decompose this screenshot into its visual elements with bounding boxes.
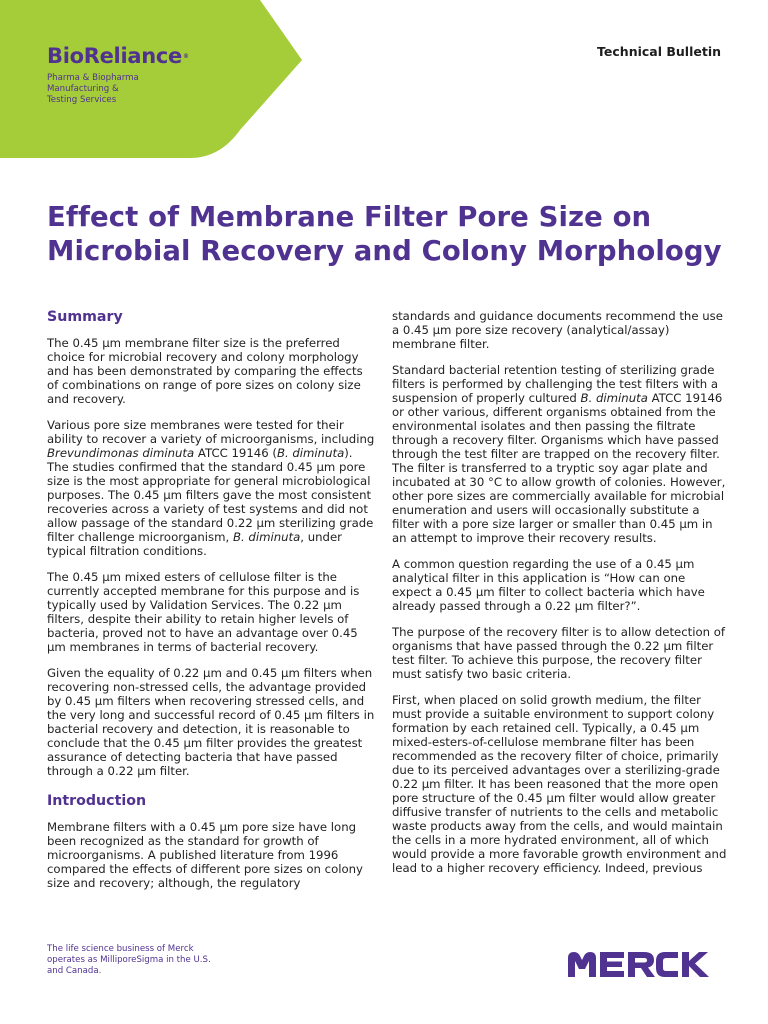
brand-name: BioReliance®	[47, 44, 189, 68]
body-paragraph: The purpose of the recovery filter is to allow detection of organisms that have passed through the 0.22 µm filter test filter. To achieve this purpose, the recovery filter must satisfy two basic criteria.	[392, 625, 726, 681]
introduction-heading: Introduction	[47, 793, 147, 809]
summary-paragraph: The 0.45 µm mixed esters of cellulose filter is the currently accepted membrane for this purpose and is typically used by Validation Services. The 0.22 µm filters, despite their ability to retain higher levels of bacteria, proved not to have an advantage over 0.45 µm membranes in terms of bacterial recovery.	[47, 570, 360, 654]
svg-text:MERCK: MERCK	[568, 951, 572, 952]
summary-heading: Summary	[47, 309, 123, 325]
summary-paragraph: Given the equality of 0.22 µm and 0.45 µm filters when recovering non-stressed cells, the advantage provided by 0.45 µm filters when recovering stressed cells, and the very long and successful record of 0.45 µm filters in bacterial recovery and detection, it is reasonable to conclude that the 0.45 µm filter provides the greatest assurance of detecting bacteria that have passed through a 0.22 µm filter.	[47, 666, 375, 778]
document-type-label: Technical Bulletin	[597, 44, 721, 59]
tagline-line: Testing Services	[47, 95, 117, 105]
body-paragraph: Standard bacterial retention testing of sterilizing grade filters is performed by challenging the test filters with a suspension of properly cultured B. diminuta ATCC 19146 or other various, different organisms obtained from the environmental isolates and then passing the filtrate through a recovery filter. Organisms which have passed through the test filter are trapped on the recovery filter. The filter is transferred to a tryptic soy agar plate and incubated at 30 °C to allow growth of colonies. However, other pore sizes are commercially available for microbial enumeration and users will occasionally substitute a filter with a pore size larger or smaller than 0.45 µm in an attempt to improve their recovery results.	[392, 363, 726, 545]
summary-paragraph: The 0.45 µm membrane filter size is the preferred choice for microbial recovery and colony morphology and has been demonstrated by comparing the effects of combinations on range of pore sizes on colony size and recovery.	[47, 336, 363, 406]
left-column	[47, 308, 375, 902]
body-paragraph: First, when placed on solid growth medium, the filter must provide a suitable environment to support colony formation by each retained cell. Typically, a 0.45 µm mixed-esters-of-cellulose membrane filter has been recommended as the recovery filter of choice, primarily due to its perceived advantages over a sterilizing-grade 0.22 µm filter. It has been reasoned that the more open pore structure of the 0.45 µm filter would allow greater diffusive transfer of nutrients to the cells and metabolic waste products away from the cells, and would maintain the cells in a more hydrated environment, all of which would provide a more favorable growth environment and lead to a higher recovery efficiency. Indeed, previous	[392, 693, 727, 875]
title-line: Microbial Recovery and Colony Morphology	[47, 235, 722, 267]
body-paragraph: standards and guidance documents recommend the use a 0.45 µm pore size recovery (analytical/assay) membrane filter.	[392, 309, 723, 351]
tagline-line: Manufacturing &	[47, 84, 119, 94]
body-paragraph: A common question regarding the use of a 0.45 µm analytical filter in this application is “How can one expect a 0.45 µm filter to collect bacteria which have already passed through a 0.22 µm filter?”.	[392, 557, 705, 613]
title-line: Effect of Membrane Filter Pore Size on	[47, 201, 652, 233]
document-title	[47, 200, 727, 268]
right-column	[392, 309, 727, 887]
introduction-paragraph: Membrane filters with a 0.45 µm pore size have long been recognized as the standard for growth of microorganisms. A published literature from 1996 compared the effects of different pore sizes on colony size and recovery; although, the regulatory	[47, 820, 363, 890]
tagline-line: Pharma & Biopharma	[47, 73, 139, 83]
summary-paragraph: Various pore size membranes were tested for their ability to recover a variety of microorganisms, including Brevundimonas diminuta ATCC 19146 (B. diminuta). The studies confirmed that the standard 0.45 µm pore size is the most appropriate for general microbiological purposes. The 0.45 µm filters gave the most consistent recoveries across a variety of test systems and did not allow passage of the standard 0.22 µm sterilizing grade filter challenge microorganism, B. diminuta, under typical filtration conditions.	[47, 418, 375, 558]
bioreliance-logo	[47, 44, 189, 106]
merck-logo	[568, 951, 722, 977]
brand-tagline	[47, 73, 157, 106]
footer-note: The life science business of Merck operates as MilliporeSigma in the U.S. and Canada.	[47, 944, 211, 976]
